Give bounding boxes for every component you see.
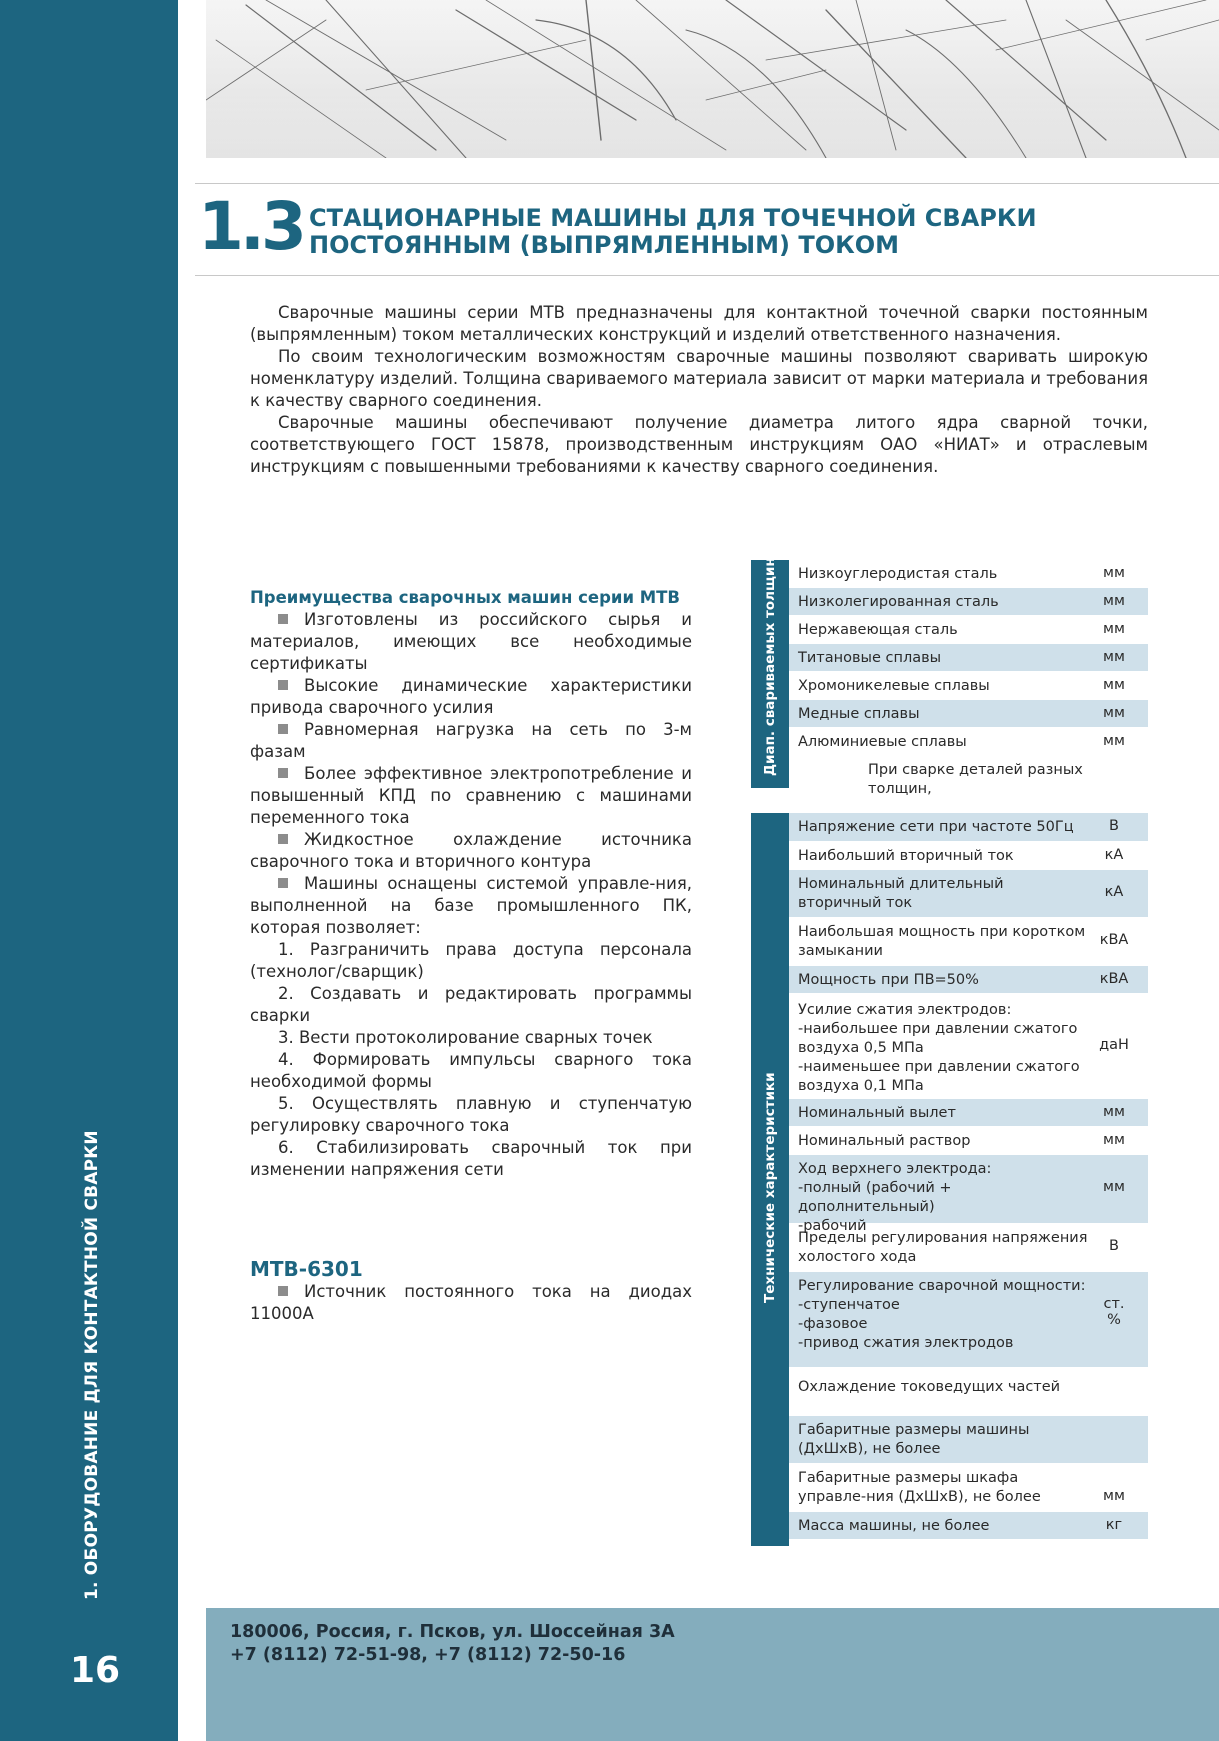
tech-row: Усилие сжатия электродов: -наибольшее при давлении сжатого воздуха 0,5 МПа -наименьшее при давлении сжатого воздуха 0,1 МПа даН [789,994,1148,1099]
bullet-square-icon [278,680,288,690]
advantage-item: Изготовлены из российского сырья и материалов, имеющих все необходимые сертификаты [250,610,692,673]
section-title [309,205,1037,259]
advantage-item: Машины оснащены системой управле-ния, выполненной на базе промышленного ПК, которая позволяет: [250,874,692,937]
numbered-item: 2. Создавать и редактировать программы сварки [250,984,692,1025]
tech-row: Регулирование сварочной мощности: -ступенчатое -фазовое -привод сжатия электродов ст. % [789,1272,1148,1368]
advantages-section [250,587,692,1181]
footer [206,1608,1219,1741]
advantage-item: Высокие динамические характеристики привода сварочного усилия [250,676,692,717]
footer-address: 180006, Россия, г. Псков, ул. Шоссейная 3А [230,1622,675,1642]
thickness-row: Нержавеющая сталь мм [789,616,1148,644]
tech-row: Масса машины, не более кг [789,1512,1148,1540]
tech-row: Охлаждение токоведущих частей [789,1368,1148,1416]
intro-text [250,302,1148,478]
bullet-square-icon [278,878,288,888]
section-number: 1.3 [198,188,303,265]
advantage-item: Более эффективное электропотребление и повышенный КПД по сравнению с машинами переменного тока [250,764,692,827]
numbered-item: 4. Формировать импульсы сварного тока необходимой формы [250,1050,692,1091]
thickness-table [751,557,1148,797]
chapter-sidebar [0,0,178,1741]
thickness-row: Алюминиевые сплавы мм [789,728,1148,756]
intro-paragraph: По своим технологическим возможностям сварочные машины позволяют сваривать широкую номенклатуру изделий. Толщина свариваемого материала зависит от марки материала и требования к качеству сварного соединения. [250,347,1148,410]
thickness-table-side [751,557,789,788]
bullet-square-icon [278,614,288,624]
header-photo [206,0,1219,158]
model-item: Источник постоянного тока на диодах 11000А [250,1282,692,1323]
thickness-row: Титановые сплавы мм [789,644,1148,672]
tech-row: Габаритные размеры машины (ДхШхВ), не более [789,1416,1148,1464]
tech-row: Наибольший вторичный ток кА [789,842,1148,870]
thickness-row: Низкоуглеродистая сталь мм [789,560,1148,588]
advantage-item: Равномерная нагрузка на сеть по 3-м фазам [250,720,692,761]
tech-row: Номинальный вылет мм [789,1099,1148,1127]
thickness-note-row [789,756,1148,797]
page-number: 16 [70,1650,121,1691]
advantage-item: Жидкостное охлаждение источника сварочного тока и вторичного контура [250,830,692,871]
welding-wires-image [206,0,1219,158]
numbered-item: 6. Стабилизировать сварочный ток при изменении напряжения сети [250,1138,692,1179]
thickness-row: Низколегированная сталь мм [789,588,1148,616]
section-title-line1: СТАЦИОНАРНЫЕ МАШИНЫ ДЛЯ ТОЧЕЧНОЙ СВАРКИ [309,204,1037,232]
chapter-label: 1. ОБОРУДОВАНИЕ ДЛЯ КОНТАКТНОЙ СВАРКИ [82,1130,102,1600]
bullet-square-icon [278,1286,288,1296]
tech-row: Наибольшая мощность при коротком замыкании кВА [789,918,1148,966]
thickness-note: При сварке деталей разных толщин, [868,762,1083,797]
tech-row: Номинальный раствор мм [789,1127,1148,1155]
section-title-line2: ПОСТОЯННЫМ (ВЫПРЯМЛЕННЫМ) ТОКОМ [309,231,900,259]
tech-row: Ход верхнего электрода: -полный (рабочий + дополнительный) -рабочий мм [789,1155,1148,1224]
tech-row: Мощность при ПВ=50% кВА [789,966,1148,994]
tech-table [751,813,1148,1546]
tech-row: Габаритные размеры шкафа управле-ния (ДхШхВ), не более мм [789,1464,1148,1512]
title-bottom-rule [195,275,1219,276]
thickness-row: Хромоникелевые сплавы мм [789,672,1148,700]
title-top-rule [195,183,1219,184]
numbered-item: 1. Разграничить права доступа персонала (технолог/сварщик) [250,940,692,981]
tech-side-label: Технические характеристики [762,1072,778,1303]
model-section [250,1257,692,1325]
footer-phones: +7 (8112) 72-51-98, +7 (8112) 72-50-16 [230,1645,626,1665]
advantages-title: Преимущества сварочных машин серии МТВ [250,588,680,607]
numbered-item: 5. Осуществлять плавную и ступенчатую регулировку сварочного тока [250,1094,692,1135]
tech-row: Пределы регулирования напряжения холостого хода В [789,1224,1148,1272]
tech-table-side [751,813,789,1546]
bullet-square-icon [278,768,288,778]
tech-row: Напряжение сети при частоте 50Гц В [789,813,1148,842]
thickness-side-label: Диап. свариваемых толщин [762,557,778,776]
bullet-square-icon [278,834,288,844]
thickness-row: Медные сплавы мм [789,700,1148,728]
intro-paragraph: Сварочные машины обеспечивают получение диаметра литого ядра сварной точки, соответствующего ГОСТ 15878, производственным инструкциям ОАО «НИАТ» и отраслевым инструкциям с повышенными требованиями к качеству сварного соединения. [250,413,1148,476]
numbered-item: 3. Вести протоколирование сварных точек [278,1028,653,1047]
tech-row: Номинальный длительный вторичный ток кА [789,870,1148,918]
bullet-square-icon [278,724,288,734]
model-name: МТВ-6301 [250,1257,363,1281]
intro-paragraph: Сварочные машины серии МТВ предназначены для контактной точечной сварки постоянным (выпрямленным) током металлических конструкций и изделий ответственного назначения. [250,303,1148,344]
